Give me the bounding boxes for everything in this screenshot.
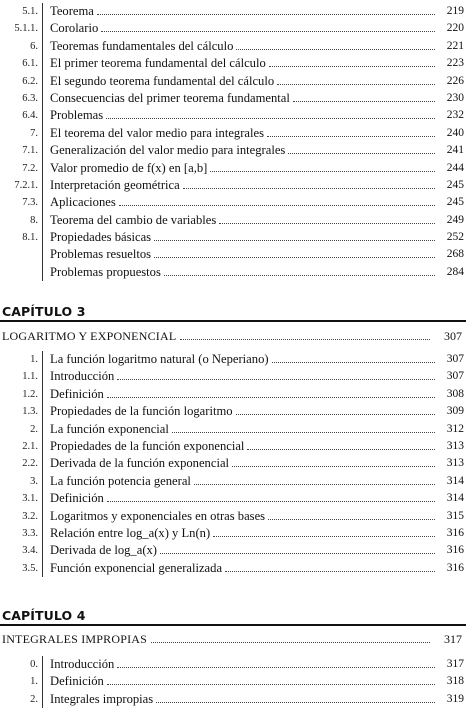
toc-entry[interactable] (0, 55, 466, 72)
number-separator (42, 351, 43, 368)
entry-title: El primer teorema fundamental del cálculo (50, 56, 266, 71)
number-separator (42, 386, 43, 403)
entry-number: 0. (30, 659, 38, 670)
entry-number: 5.1. (22, 6, 38, 17)
entry-title: Interpretación geométrica (50, 177, 180, 192)
leader-dots (213, 525, 435, 537)
toc-entry[interactable] (0, 351, 466, 368)
entry-title: Propiedades de la función logaritmo (50, 404, 233, 419)
entry-title: El segundo teorema fundamental del cálculo (50, 73, 275, 88)
toc-entry[interactable] (0, 177, 466, 194)
entry-page: 307 (446, 370, 464, 383)
number-separator (42, 560, 43, 577)
leader-dots (106, 107, 435, 119)
entry-title: Función exponencial generalizada (50, 560, 223, 575)
entry-title: Integrales impropias (50, 691, 154, 706)
entry-page: 314 (446, 492, 464, 505)
entry-page: 319 (446, 692, 464, 705)
entry-title: Introducción (50, 369, 115, 384)
toc-entry[interactable] (0, 386, 466, 403)
entry-number: 7.2.1. (14, 179, 38, 191)
leader-dots (172, 421, 435, 433)
number-separator (42, 107, 43, 124)
leader-dots (101, 20, 435, 32)
number-separator (42, 403, 43, 420)
number-separator (42, 421, 43, 438)
entry-number: 6.2. (22, 75, 38, 87)
number-separator (42, 542, 43, 559)
entry-title: Generalización del valor medio para integrales (50, 143, 286, 158)
entry-number: 3.2. (22, 510, 38, 522)
chapter-3-entries (0, 351, 466, 577)
entry-page: 316 (446, 544, 464, 557)
toc-entry[interactable] (0, 212, 466, 229)
chapter-3-rule (0, 320, 466, 322)
entry-title: Introducción (50, 657, 115, 671)
entry-number: 3. (30, 475, 38, 487)
entry-number: 6.4. (22, 110, 38, 122)
entry-page: 252 (446, 231, 464, 244)
number-separator (42, 438, 43, 455)
entry-page: 223 (446, 57, 464, 70)
leader-dots (164, 264, 435, 276)
entry-title: Problemas propuestos (50, 264, 161, 279)
toc-entry[interactable] (0, 455, 466, 472)
entry-number: 8.1. (22, 232, 38, 244)
chapter-3-label: CAPÍTULO 3 (2, 304, 86, 319)
entry-number: 1. (30, 676, 38, 688)
leader-dots (236, 403, 435, 415)
number-separator (42, 160, 43, 177)
entry-title: Consecuencias del primer teorema fundamental (50, 90, 290, 105)
entry-title: Definición (50, 386, 104, 401)
entry-number: 2. (30, 423, 38, 435)
chapter-4-title-row[interactable] (0, 630, 466, 648)
number-separator (42, 212, 43, 229)
leader-dots (160, 542, 435, 554)
chapter-3-title-row[interactable] (0, 327, 466, 345)
entry-page: 312 (446, 422, 464, 435)
toc-entry[interactable] (0, 473, 466, 490)
entry-page: 317 (446, 658, 464, 670)
leader-dots (154, 229, 435, 241)
leader-dots (225, 560, 435, 572)
entry-number: 7.3. (22, 197, 38, 209)
leader-dots (180, 328, 430, 340)
toc-entry[interactable] (0, 20, 466, 37)
leader-dots (236, 38, 435, 50)
leader-dots (210, 160, 435, 172)
number-separator (42, 473, 43, 490)
number-separator (42, 264, 43, 281)
toc-entry[interactable] (0, 142, 466, 159)
entry-title: Propiedades de la función exponencial (50, 438, 245, 453)
entry-title: El teorema del valor medio para integrales (50, 125, 265, 140)
leader-dots (183, 177, 435, 189)
entry-page: 316 (446, 561, 464, 574)
leader-dots (119, 194, 435, 206)
entry-title: Aplicaciones (50, 195, 116, 210)
number-separator (42, 508, 43, 525)
entry-number: 6.3. (22, 92, 38, 104)
number-separator (42, 73, 43, 90)
entry-title: Propiedades básicas (50, 230, 152, 245)
entry-title: Valor promedio de f(x) en [a,b] (50, 160, 208, 175)
number-separator (42, 656, 43, 673)
entry-page: 313 (446, 457, 464, 470)
leader-dots (107, 673, 435, 685)
entry-number: 2.2. (22, 458, 38, 470)
entry-page: 219 (446, 5, 464, 17)
chapter-4-title: INTEGRALES IMPROPIAS (2, 632, 148, 646)
entry-page: 307 (446, 353, 464, 365)
number-separator (42, 125, 43, 142)
toc-entry[interactable] (0, 3, 466, 20)
toc-entry[interactable] (0, 542, 466, 559)
entry-page: 315 (446, 509, 464, 522)
chapter-4-page: 317 (444, 632, 462, 646)
number-separator (42, 3, 43, 20)
chapter-4-rule (0, 624, 466, 626)
leader-dots (194, 473, 435, 485)
entry-page: 314 (446, 474, 464, 487)
toc-entry[interactable] (0, 438, 466, 455)
leader-dots (117, 656, 435, 668)
number-separator (42, 38, 43, 55)
entry-page: 318 (446, 675, 464, 688)
entry-page: 245 (446, 178, 464, 191)
entry-page: 244 (446, 161, 464, 174)
entry-title: Teorema del cambio de variables (50, 212, 217, 227)
toc-entry[interactable] (0, 508, 466, 525)
number-separator (42, 368, 43, 385)
number-separator (42, 246, 43, 263)
entry-title: La función exponencial (50, 421, 169, 436)
entry-page: 241 (446, 144, 464, 157)
leader-dots (272, 351, 435, 363)
number-separator (42, 525, 43, 542)
leader-dots (107, 490, 435, 502)
entry-page: 316 (446, 526, 464, 539)
leader-dots (269, 55, 435, 67)
number-separator (42, 177, 43, 194)
entry-number: 8. (30, 214, 38, 226)
entry-page: 230 (446, 91, 464, 104)
entry-number: 7. (30, 127, 38, 139)
number-separator (42, 673, 43, 690)
number-separator (42, 20, 43, 37)
number-separator (42, 194, 43, 211)
leader-dots (107, 386, 435, 398)
entry-page: 268 (446, 248, 464, 261)
leader-dots (232, 455, 435, 467)
leader-dots (219, 212, 435, 224)
entry-title: Derivada de log_a(x) (50, 543, 157, 558)
entry-number: 3.4. (22, 545, 38, 557)
entry-page: 245 (446, 196, 464, 209)
entry-number: 2.1. (22, 440, 38, 452)
toc-entry[interactable] (0, 490, 466, 507)
number-separator (42, 490, 43, 507)
entry-page: 313 (446, 439, 464, 452)
toc-entry[interactable] (0, 264, 466, 281)
toc-entry[interactable] (0, 229, 466, 246)
leader-dots (156, 691, 435, 703)
entry-number: 1.3. (22, 406, 38, 418)
number-separator (42, 90, 43, 107)
leader-dots (247, 438, 435, 450)
toc-entry[interactable] (0, 656, 466, 673)
leader-dots (277, 73, 435, 85)
number-separator (42, 229, 43, 246)
entry-page: 308 (446, 387, 464, 400)
entry-title: Definición (50, 491, 104, 506)
entry-number: 3.1. (22, 493, 38, 505)
entry-page: 220 (446, 22, 464, 35)
toc-entry[interactable] (0, 421, 466, 438)
toc-entry[interactable] (0, 90, 466, 107)
entry-page: 284 (446, 265, 464, 278)
chapter-4-entries (0, 656, 466, 708)
toc-entry[interactable] (0, 246, 466, 263)
entry-number: 5.1.1. (14, 23, 38, 35)
entry-number: 7.1. (22, 145, 38, 157)
entry-number: 1. (30, 354, 38, 365)
toc-entry[interactable] (0, 125, 466, 142)
entry-title: Definición (50, 674, 104, 689)
entry-title: Corolario (50, 21, 99, 36)
toc-entry[interactable] (0, 107, 466, 124)
entry-page: 232 (446, 109, 464, 122)
entry-title: La función logaritmo natural (o Neperiano) (50, 352, 269, 366)
toc-entry[interactable] (0, 525, 466, 542)
entry-title: Logaritmos y exponenciales en otras bases (50, 508, 266, 523)
toc-section-continued (0, 3, 466, 281)
chapter-4-label: CAPÍTULO 4 (2, 608, 86, 623)
entry-number: 6. (30, 40, 38, 52)
toc-entry[interactable] (0, 160, 466, 177)
toc-entry[interactable] (0, 194, 466, 211)
entry-number: 1.2. (22, 388, 38, 400)
entry-number: 6.1. (22, 58, 38, 70)
toc-entry[interactable] (0, 38, 466, 55)
entry-number: 3.3. (22, 527, 38, 539)
chapter-3-header (0, 300, 466, 326)
entry-number: 7.2. (22, 162, 38, 174)
leader-dots (293, 90, 435, 102)
leader-dots (97, 3, 435, 15)
toc-entry[interactable] (0, 560, 466, 577)
toc-entry[interactable] (0, 73, 466, 90)
entry-title: Problemas (50, 108, 104, 123)
leader-dots (151, 631, 430, 643)
toc-entry[interactable] (0, 673, 466, 690)
number-separator (42, 455, 43, 472)
chapter-3-title: LOGARITMO Y EXPONENCIAL (2, 329, 177, 343)
leader-dots (154, 246, 435, 258)
entry-page: 240 (446, 126, 464, 139)
entry-number: 3.5. (22, 562, 38, 574)
entry-number: 2. (30, 693, 38, 705)
entry-title: Problemas resueltos (50, 247, 152, 262)
entry-title: La función potencia general (50, 473, 191, 488)
toc-entry[interactable] (0, 691, 466, 708)
leader-dots (267, 125, 435, 137)
chapter-3-page: 307 (444, 329, 462, 343)
entry-title: Derivada de la función exponencial (50, 456, 230, 471)
chapter-4-header (0, 604, 466, 630)
entry-title: Relación entre log_a(x) y Ln(n) (50, 525, 211, 540)
entry-page: 226 (446, 74, 464, 87)
entry-number: 1.1. (22, 371, 38, 383)
entry-page: 309 (446, 405, 464, 418)
leader-dots (117, 368, 435, 380)
number-separator (42, 691, 43, 708)
entry-page: 221 (446, 39, 464, 52)
leader-dots (288, 142, 435, 154)
number-separator (42, 55, 43, 72)
toc-entry[interactable] (0, 403, 466, 420)
entry-title: Teoremas fundamentales del cálculo (50, 38, 234, 53)
toc-entry[interactable] (0, 368, 466, 385)
entry-title: Teorema (50, 4, 94, 18)
leader-dots (268, 508, 435, 520)
entry-page: 249 (446, 213, 464, 226)
number-separator (42, 142, 43, 159)
